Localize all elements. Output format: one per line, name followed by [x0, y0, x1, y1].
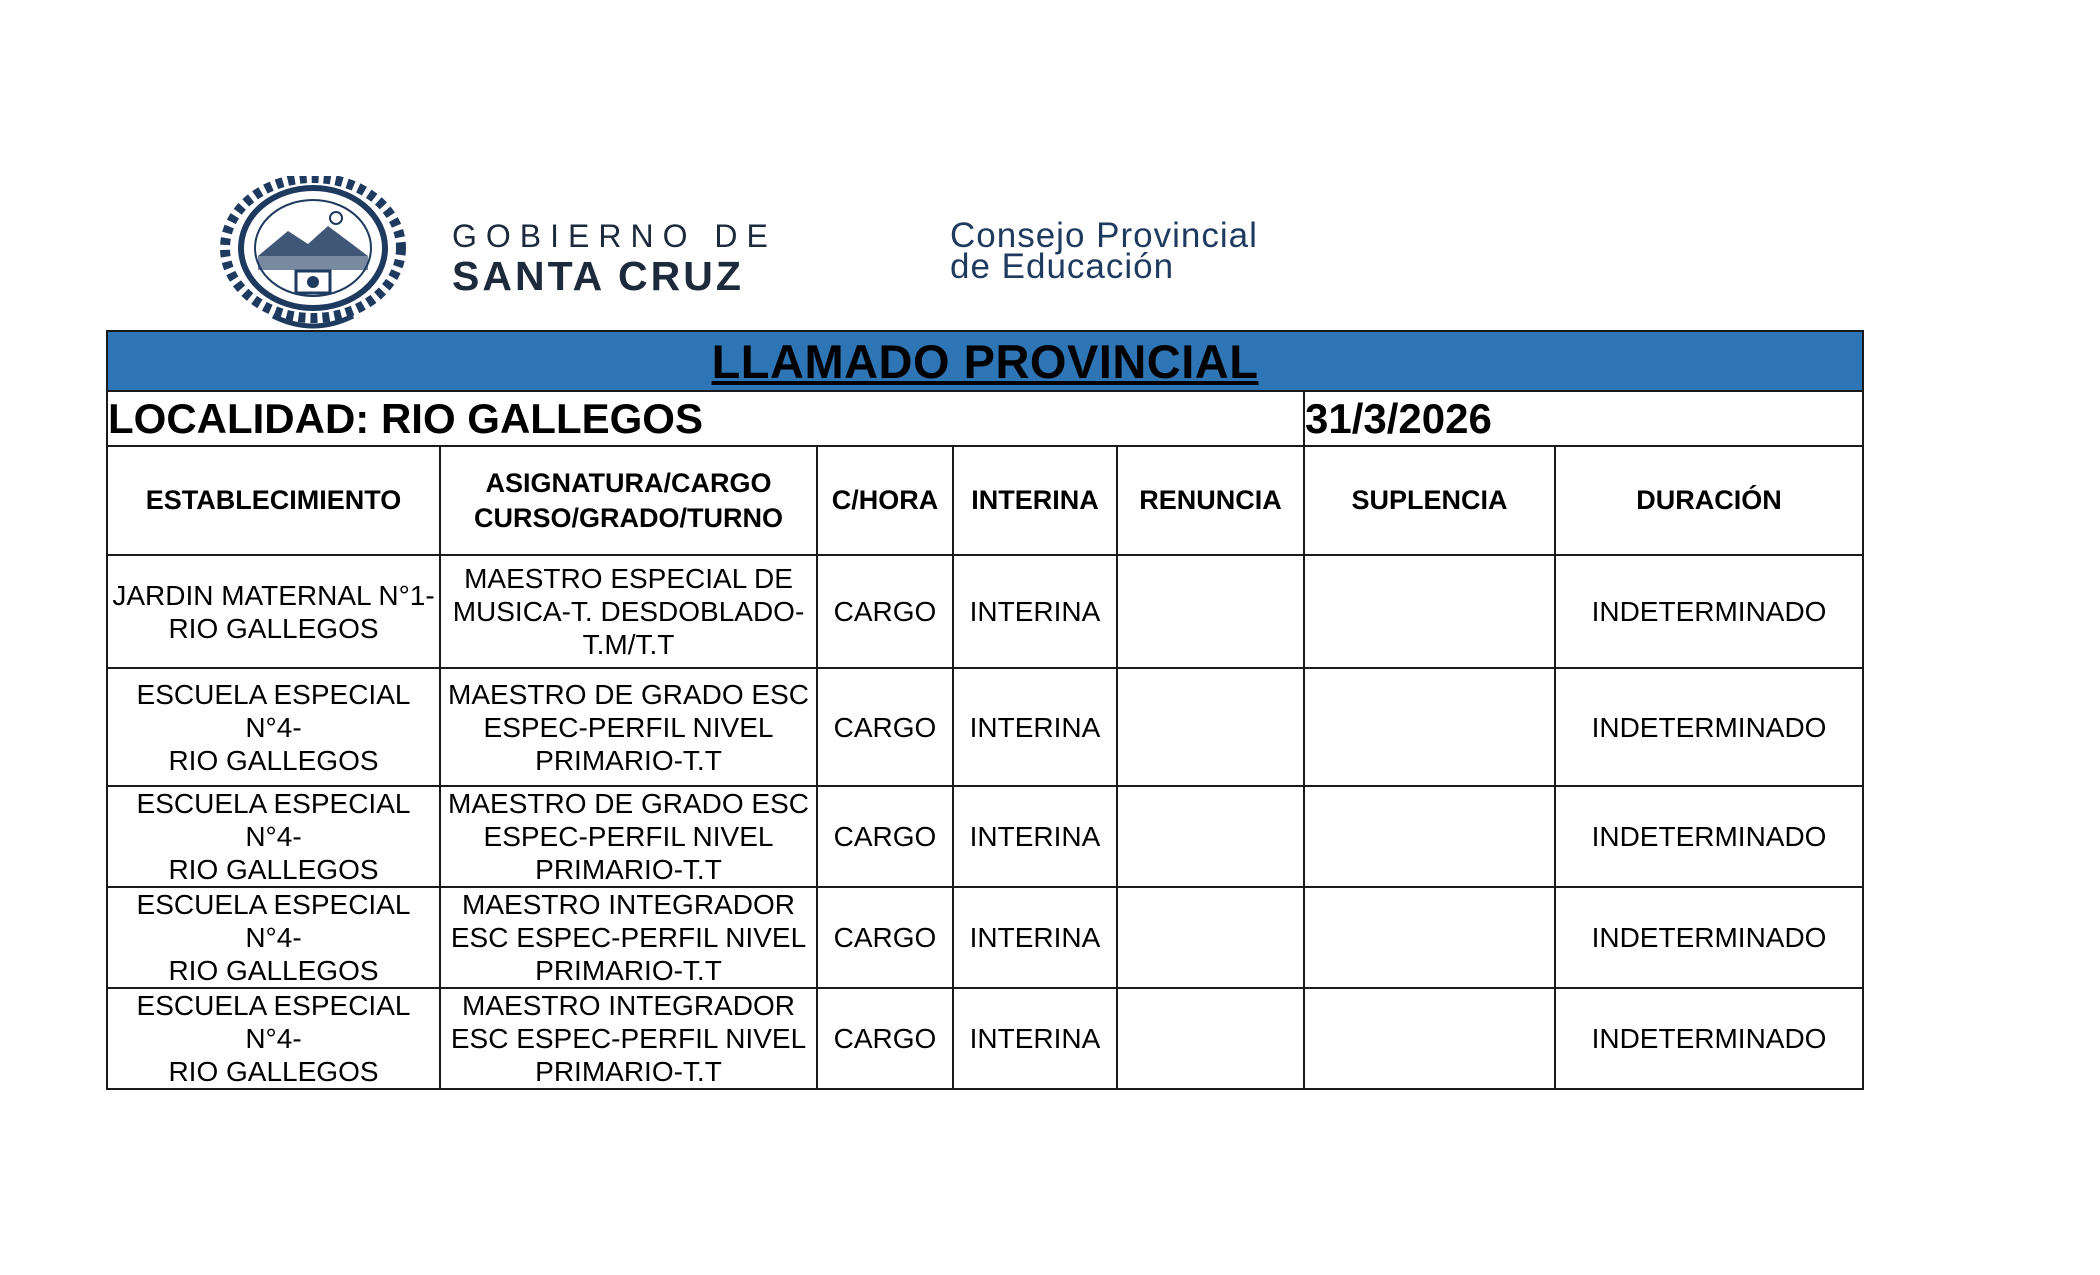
cell-duracion: INDETERMINADO: [1555, 555, 1863, 668]
cell-renuncia: [1117, 988, 1304, 1089]
cell-interina: INTERINA: [953, 668, 1117, 786]
column-header: SUPLENCIA: [1304, 446, 1555, 555]
table-row: [107, 887, 1863, 988]
cell-suplencia: [1304, 887, 1555, 988]
cell-chora: CARGO: [817, 988, 953, 1089]
cell-interina: INTERINA: [953, 988, 1117, 1089]
cell-establecimiento: ESCUELA ESPECIAL N°4- RIO GALLEGOS: [107, 887, 440, 988]
cell-renuncia: [1117, 887, 1304, 988]
cell-interina: INTERINA: [953, 786, 1117, 887]
locality-row: [107, 391, 1863, 446]
cell-renuncia: [1117, 668, 1304, 786]
cell-interina: INTERINA: [953, 887, 1117, 988]
cell-chora: CARGO: [817, 786, 953, 887]
cell-chora: CARGO: [817, 668, 953, 786]
cell-asignatura: MAESTRO INTEGRADOR ESC ESPEC-PERFIL NIVEL PRIMARIO-T.T: [440, 887, 817, 988]
table-row: [107, 668, 1863, 786]
vacancy-table: [106, 330, 1864, 1090]
cell-asignatura: MAESTRO DE GRADO ESC ESPEC-PERFIL NIVEL PRIMARIO-T.T: [440, 786, 817, 887]
column-header: RENUNCIA: [1117, 446, 1304, 555]
page-title: LLAMADO PROVINCIAL: [711, 334, 1259, 388]
table-row: [107, 988, 1863, 1089]
cell-suplencia: [1304, 555, 1555, 668]
column-header: DURACIÓN: [1555, 446, 1863, 555]
column-header: ASIGNATURA/CARGO CURSO/GRADO/TURNO: [440, 446, 817, 555]
cell-duracion: INDETERMINADO: [1555, 668, 1863, 786]
gov-line2: SANTA CRUZ: [452, 253, 744, 299]
cell-asignatura: MAESTRO INTEGRADOR ESC ESPEC-PERFIL NIVEL PRIMARIO-T.T: [440, 988, 817, 1089]
column-header: INTERINA: [953, 446, 1117, 555]
council-logo-text: [950, 216, 1258, 286]
cell-renuncia: [1117, 555, 1304, 668]
gov-line1: GOBIERNO DE: [452, 218, 777, 254]
table-row: [107, 555, 1863, 668]
cell-asignatura: MAESTRO ESPECIAL DE MUSICA-T. DESDOBLADO- T.M/T.T: [440, 555, 817, 668]
cell-suplencia: [1304, 786, 1555, 887]
cell-asignatura: MAESTRO DE GRADO ESC ESPEC-PERFIL NIVEL PRIMARIO-T.T: [440, 668, 817, 786]
council-line1: Consejo Provincial: [950, 216, 1258, 255]
cell-establecimiento: ESCUELA ESPECIAL N°4- RIO GALLEGOS: [107, 786, 440, 887]
cell-duracion: INDETERMINADO: [1555, 786, 1863, 887]
table-row: [107, 786, 1863, 887]
cell-chora: CARGO: [817, 887, 953, 988]
date: 31/3/2026: [1304, 391, 1863, 446]
header-row: [107, 446, 1863, 555]
cell-interina: INTERINA: [953, 555, 1117, 668]
council-line2: de Educación: [950, 247, 1175, 286]
locality: LOCALIDAD: RIO GALLEGOS: [107, 391, 1304, 446]
cell-duracion: INDETERMINADO: [1555, 887, 1863, 988]
column-header: C/HORA: [817, 446, 953, 555]
cell-suplencia: [1304, 988, 1555, 1089]
title-row: [107, 331, 1863, 391]
column-header: ESTABLECIMIENTO: [107, 446, 440, 555]
cell-chora: CARGO: [817, 555, 953, 668]
cell-duracion: INDETERMINADO: [1555, 988, 1863, 1089]
santa-cruz-seal-icon: [218, 176, 408, 332]
cell-establecimiento: JARDIN MATERNAL N°1- RIO GALLEGOS: [107, 555, 440, 668]
government-logo-text: [452, 218, 777, 298]
cell-renuncia: [1117, 786, 1304, 887]
cell-suplencia: [1304, 668, 1555, 786]
cell-establecimiento: ESCUELA ESPECIAL N°4- RIO GALLEGOS: [107, 988, 440, 1089]
cell-establecimiento: ESCUELA ESPECIAL N°4- RIO GALLEGOS: [107, 668, 440, 786]
